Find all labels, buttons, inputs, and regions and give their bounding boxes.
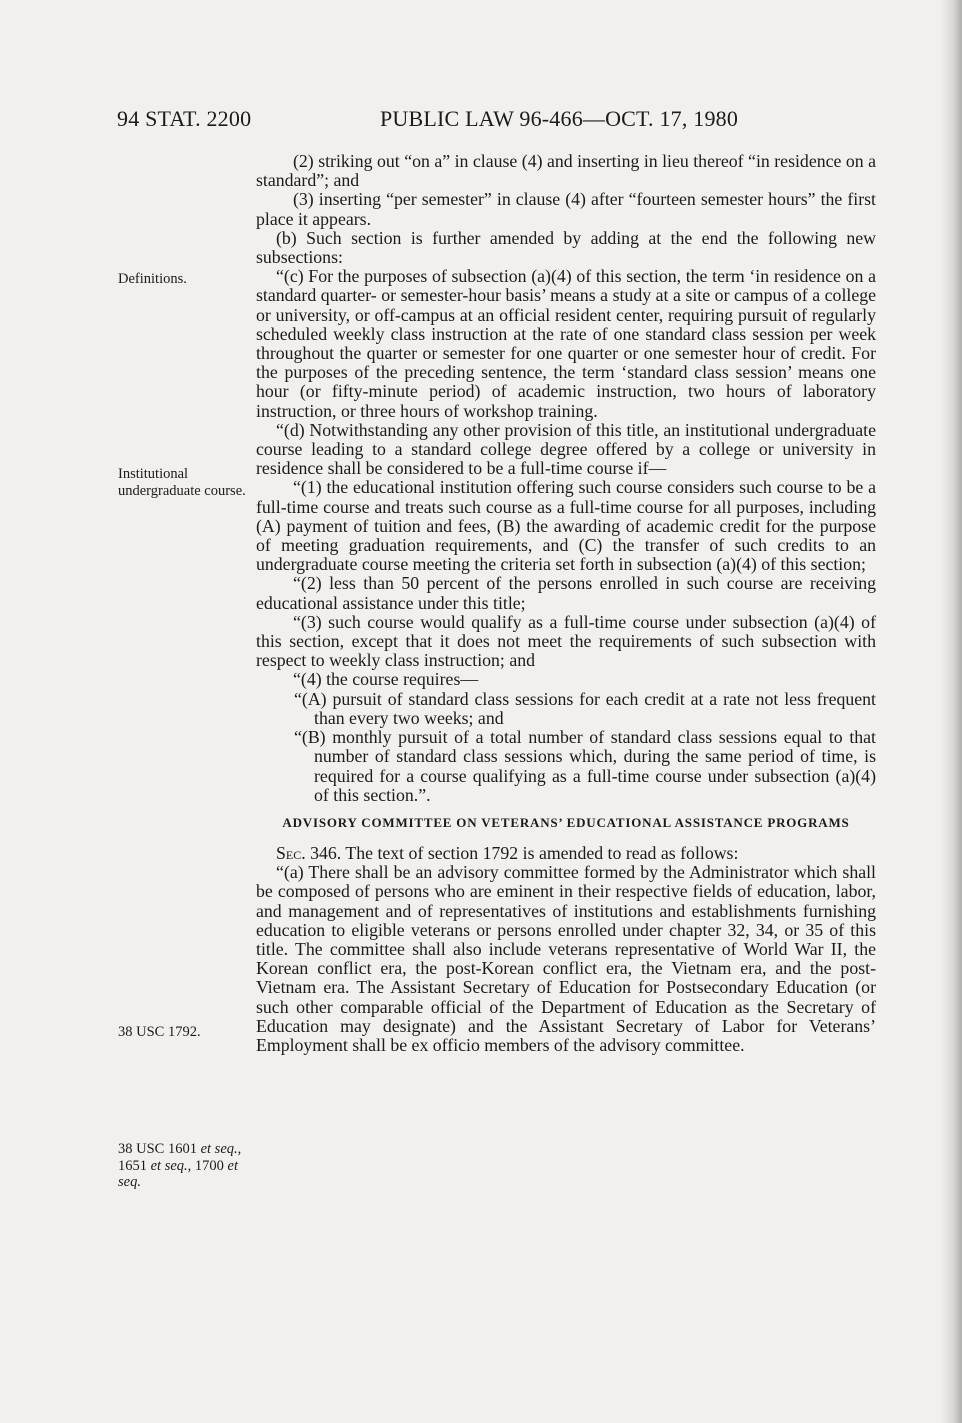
clause-3-paragraph: (3) inserting “per semester” in clause (4) after “fourteen semester hours” the first place it appears. (256, 189, 876, 229)
statute-body (256, 152, 876, 1055)
paragraph-d-3: “(3) such course would qualify as a full-time course under subsection (a)(4) of this section, except that it does not meet the requirements of such subsection with respect to weekly class instruction; and (256, 611, 876, 671)
paragraph-d-1: “(1) the educational institution offering such course considers such course to be a full-time course and treats such course as a full-time course for all purposes, including (A) payment of tuition and fees, (B) the awarding of academic credit for the purpose of meeting graduation requirements, and (C) the transfer of such credits to an undergraduate course meeting the criteria set forth in subsection (a)(4) of this section; (256, 477, 876, 575)
subparagraph-b: “(B) monthly pursuit of a total number of standard class sessions equal to that number of standard class sessions which, during the same period of time, is required for a course qualifying as a full-time course under subsection (a)(4) of this section.”. (294, 727, 876, 805)
citation-text: 38 USC 1601 (118, 1141, 201, 1157)
margin-note-38-usc-1601 (118, 1141, 250, 1191)
running-header: PUBLIC LAW 96-466—OCT. 17, 1980 (380, 106, 739, 131)
margin-note-38-usc-1792: 38 USC 1792. (118, 1024, 201, 1040)
section-heading: ADVISORY COMMITTEE ON VETERANS’ EDUCATIONAL ASSISTANCE PROGRAMS (282, 814, 850, 830)
subsection-d-paragraph: “(d) Notwithstanding any other provision of this title, an institutional undergraduate course leading to a standard college degree offered by a college or university in residence shall be considered to be a full-time course if— (256, 419, 876, 479)
paragraph-d-2: “(2) less than 50 percent of the persons enrolled in such course are receiving educational assistance under this title; (256, 573, 876, 613)
page-edge-shadow (940, 0, 962, 1423)
subsection-c-paragraph: “(c) For the purposes of subsection (a)(4) of this section, the term ‘in residence on a standard quarter- or semester-hour basis’ means a study at a site or campus of a college or university, or off-campus at an official resident center, requiring pursuit of regularly scheduled weekly class instruction at the rate of one standard class session per week throughout the quarter or semester for one quarter or one semester hour of credit. For the purposes of the preceding sentence, the term ‘standard class session’ means one hour (or fifty-minute period) of academic instruction, two hours of laboratory instruction, or three hours of workshop training. (256, 266, 876, 421)
citation-italic: et seq. (150, 1157, 188, 1174)
margin-note-institutional-course: Institutional undergraduate course. (118, 466, 246, 499)
subparagraph-a: “(A) pursuit of standard class sessions for each credit at a rate not less frequent than every two weeks; and (294, 688, 876, 728)
paragraph-d-4: “(4) the course requires— (293, 669, 479, 690)
subsection-b-paragraph: (b) Such section is further amended by adding at the end the following new subsections: (256, 227, 876, 268)
citation-text: , 1700 (187, 1157, 228, 1174)
section-label: Sec. (276, 842, 306, 863)
margin-note-definitions: Definitions. (118, 271, 187, 287)
section-346-paragraph (256, 844, 876, 863)
subsection-a-paragraph: “(a) There shall be an advisory committee formed by the Administrator which shall be composed of persons who are eminent in their respective fields of education, labor, and management and of representatives of institutions and establishments furnishing education to eligible veterans or persons enrolled under chapter 32, 34, or 35 of this title. The committee shall also include veterans representative of World War II, the Korean conflict era, the post-Korean conflict era, the Vietnam era, and the post-Vietnam era. The Assistant Secretary of Education for Postsecondary Education (or such other comparable official of the Department of Education as the Secretary of Education may designate) and the Assistant Secretary of Labor for Veterans’ Employment shall be ex officio members of the advisory committee. (256, 862, 876, 1055)
stat-page-number: 94 STAT. 2200 (117, 106, 252, 131)
section-346-text: 346. The text of section 1792 is amended to read as follows: (305, 842, 739, 863)
citation-text: , 1651 (118, 1141, 242, 1174)
citation-italic: et seq. (200, 1141, 238, 1157)
clause-2-paragraph: (2) striking out “on a” in clause (4) and inserting in lieu thereof “in residence on a standard”; and (256, 151, 876, 191)
citation-italic: et seq. (118, 1157, 239, 1190)
